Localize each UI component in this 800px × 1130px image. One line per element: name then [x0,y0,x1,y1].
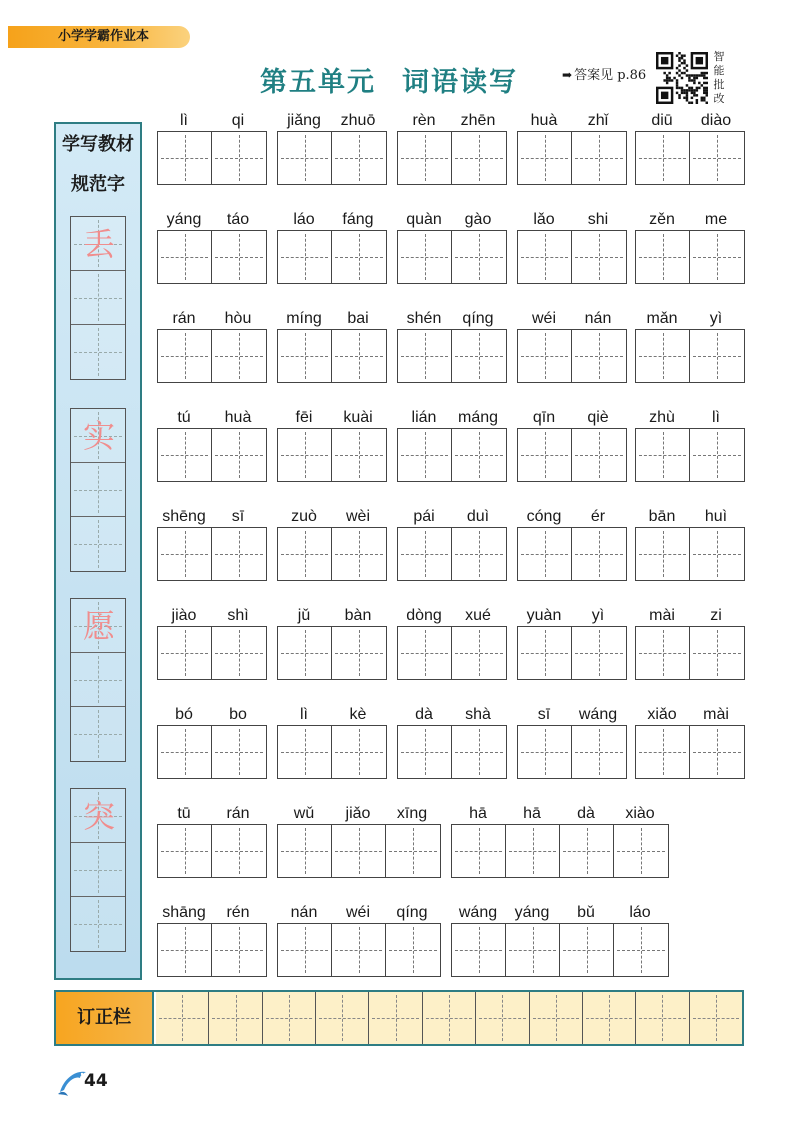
writing-cell[interactable] [71,463,125,517]
writing-cell[interactable] [158,132,212,184]
correction-cell[interactable] [156,992,209,1044]
writing-cell[interactable] [71,517,125,571]
word-writing-box[interactable] [635,131,745,185]
pinyin-label: fáng [342,211,374,228]
pinyin-label: duì [466,508,490,525]
correction-cell[interactable] [530,992,583,1044]
pinyin-label: me [704,211,728,228]
writing-cell[interactable] [158,528,212,580]
writing-cell[interactable] [452,726,506,778]
writing-cell[interactable] [332,429,386,481]
pinyin-label: bo [229,706,247,723]
pinyin-label: lì [712,409,720,426]
writing-cell[interactable] [278,330,332,382]
pinyin-label: shén [406,310,442,327]
word-writing-box[interactable] [157,725,267,779]
pinyin-label: yì [709,310,723,327]
writing-cell[interactable] [398,627,452,679]
writing-cell[interactable] [452,924,506,976]
writing-cell[interactable] [636,132,690,184]
word-writing-box[interactable] [635,329,745,383]
correction-cell[interactable] [423,992,476,1044]
word-writing-box[interactable] [451,923,669,977]
correction-cells[interactable] [156,992,742,1044]
writing-cell[interactable] [332,726,386,778]
word-writing-box[interactable] [277,923,441,977]
pinyin-label: lì [180,112,188,129]
pinyin-label: yáng [166,211,202,228]
pinyin-label: tū [177,805,191,822]
writing-cell[interactable] [278,924,332,976]
writing-cell[interactable] [158,825,212,877]
writing-cell[interactable] [398,726,452,778]
pinyin-label: zhǐ [587,112,609,129]
writing-cell[interactable] [332,528,386,580]
writing-cell[interactable] [158,924,212,976]
pinyin-label: hā [523,805,541,822]
correction-cell[interactable] [209,992,262,1044]
writing-cell[interactable] [690,132,744,184]
pinyin-label: dà [415,706,433,723]
writing-cell[interactable] [690,726,744,778]
pinyin-label: rán [172,310,196,327]
answer-reference: ➡ 答案见 p.86 [562,68,647,83]
writing-cell[interactable] [332,330,386,382]
writing-cell[interactable] [158,726,212,778]
qr-side-char: 能 [713,64,725,77]
writing-cell[interactable] [212,627,266,679]
writing-cell[interactable] [452,132,506,184]
writing-cell[interactable] [614,924,668,976]
pinyin-label: bàn [344,607,372,624]
writing-cell[interactable] [158,627,212,679]
pinyin-label: yuàn [526,607,562,624]
pinyin-label: bǔ [577,904,595,921]
pinyin-label: kè [349,706,367,723]
pinyin-label: wéi [345,904,370,921]
writing-cell[interactable] [636,231,690,283]
pinyin-label: jiǎo [345,805,371,822]
writing-cell[interactable] [212,825,266,877]
pinyin-label: sī [537,706,551,723]
sidebar-model-characters [54,122,142,980]
word-writing-box[interactable] [635,725,745,779]
writing-cell[interactable] [212,528,266,580]
pinyin-label: hā [469,805,487,822]
word-writing-box[interactable] [397,725,507,779]
writing-cell[interactable] [71,653,125,707]
writing-cell[interactable] [71,409,125,463]
pinyin-label: wáng [578,706,618,723]
writing-cell[interactable] [636,429,690,481]
pinyin-label: jǔ [297,607,311,624]
writing-cell[interactable] [518,726,572,778]
pinyin-label: mǎn [646,310,678,327]
correction-label: 订正栏 [56,992,154,1044]
pinyin-label: qiè [587,409,609,426]
sidebar-subtitle: 规范字 [71,174,125,195]
pinyin-label: hòu [224,310,252,327]
writing-cell[interactable] [212,330,266,382]
pinyin-label: huà [224,409,252,426]
pinyin-label: yáng [514,904,550,921]
writing-cell[interactable] [212,726,266,778]
writing-cell[interactable] [386,924,440,976]
pinyin-label: fēi [295,409,313,426]
word-writing-box[interactable] [517,527,627,581]
writing-cell[interactable] [518,429,572,481]
writing-cell[interactable] [71,599,125,653]
pinyin-label: wéi [531,310,556,327]
sidebar-title: 学写教材 [62,134,134,155]
writing-cell[interactable] [71,843,125,897]
writing-cell[interactable] [71,217,125,271]
writing-cell[interactable] [690,627,744,679]
word-writing-box[interactable] [635,428,745,482]
writing-cell[interactable] [158,429,212,481]
writing-cell[interactable] [278,132,332,184]
pinyin-label: lì [300,706,308,723]
pinyin-label: zěn [649,211,675,228]
model-char: 实 [82,417,115,455]
writing-cell[interactable] [158,330,212,382]
writing-cell[interactable] [518,132,572,184]
word-writing-box[interactable] [277,527,387,581]
writing-cell[interactable] [386,825,440,877]
writing-cell[interactable] [614,825,668,877]
writing-cell[interactable] [212,132,266,184]
writing-cell[interactable] [278,726,332,778]
pinyin-label: gào [464,211,492,228]
word-writing-box[interactable] [277,131,387,185]
pinyin-label: bó [175,706,193,723]
pinyin-label: yì [591,607,605,624]
pinyin-label: dòng [406,607,442,624]
word-writing-box[interactable] [635,626,745,680]
pinyin-label: bai [347,310,369,327]
word-writing-box[interactable] [277,824,441,878]
pinyin-label: tú [177,409,191,426]
pinyin-label: mài [649,607,675,624]
model-char-column[interactable] [70,408,126,572]
word-writing-box[interactable] [451,824,669,878]
pinyin-label: cóng [526,508,562,525]
correction-bar [54,990,744,1046]
word-writing-box[interactable] [517,131,627,185]
writing-cell[interactable] [278,627,332,679]
pinyin-label: láo [293,211,315,228]
writing-cell[interactable] [71,271,125,325]
word-writing-box[interactable] [277,428,387,482]
correction-cell[interactable] [369,992,422,1044]
writing-cell[interactable] [506,924,560,976]
writing-cell[interactable] [690,231,744,283]
word-writing-box[interactable] [157,626,267,680]
word-writing-box[interactable] [277,725,387,779]
word-writing-box[interactable] [397,428,507,482]
word-writing-box[interactable] [157,824,267,878]
writing-cell[interactable] [572,627,626,679]
writing-cell[interactable] [452,627,506,679]
pinyin-label: wǔ [293,805,315,822]
pinyin-label: shi [587,211,609,228]
arrow-icon: ➡ [562,68,573,82]
writing-cell[interactable] [636,528,690,580]
pinyin-label: shēng [162,508,206,525]
writing-cell[interactable] [158,231,212,283]
correction-cell[interactable] [476,992,529,1044]
pinyin-label: zi [710,607,722,624]
pinyin-label: quàn [406,211,442,228]
page-number: 44 [84,1071,108,1091]
pinyin-label: rén [226,904,250,921]
word-writing-box[interactable] [157,428,267,482]
writing-cell[interactable] [452,231,506,283]
pinyin-label: nán [290,904,318,921]
writing-cell[interactable] [71,325,125,379]
pinyin-label: zhēn [460,112,496,129]
correction-cell[interactable] [263,992,316,1044]
model-char: 丢 [82,225,115,263]
model-char: 愿 [82,607,115,645]
writing-cell[interactable] [636,726,690,778]
writing-cell[interactable] [71,707,125,761]
word-writing-box[interactable] [277,626,387,680]
writing-cell[interactable] [71,789,125,843]
writing-cell[interactable] [636,627,690,679]
pinyin-label: wèi [345,508,370,525]
pinyin-label: shì [227,607,249,624]
writing-cell[interactable] [278,825,332,877]
writing-cell[interactable] [518,330,572,382]
pinyin-label: sī [231,508,245,525]
qr-code-icon[interactable] [656,52,708,104]
writing-cell[interactable] [572,330,626,382]
pinyin-label: zhù [649,409,675,426]
writing-cell[interactable] [518,231,572,283]
pinyin-label: kuài [343,409,373,426]
pinyin-label: láo [629,904,651,921]
writing-cell[interactable] [690,528,744,580]
writing-cell[interactable] [636,330,690,382]
writing-cell[interactable] [572,726,626,778]
pinyin-label: xīng [396,805,428,822]
writing-cell[interactable] [332,627,386,679]
word-writing-box[interactable] [517,626,627,680]
pinyin-label: nán [584,310,612,327]
pinyin-label: huì [704,508,728,525]
correction-cell[interactable] [636,992,689,1044]
model-char-column[interactable] [70,788,126,952]
pinyin-label: dà [577,805,595,822]
writing-cell[interactable] [560,825,614,877]
writing-cell[interactable] [572,528,626,580]
word-writing-box[interactable] [517,329,627,383]
pinyin-label: xué [465,607,491,624]
word-writing-box[interactable] [397,626,507,680]
word-writing-box[interactable] [517,230,627,284]
pinyin-label: mài [703,706,729,723]
page-title [260,60,518,99]
writing-cell[interactable] [452,528,506,580]
pinyin-label: xiǎo [647,706,677,723]
pinyin-label: huà [530,112,558,129]
writing-cell[interactable] [518,627,572,679]
writing-cell[interactable] [572,429,626,481]
pinyin-label: qíng [462,310,494,327]
pinyin-label: wáng [458,904,498,921]
writing-cell[interactable] [518,528,572,580]
writing-cell[interactable] [560,924,614,976]
word-writing-box[interactable] [635,230,745,284]
model-char-column[interactable] [70,216,126,380]
writing-cell[interactable] [452,429,506,481]
qr-side-char: 改 [713,92,725,105]
pinyin-label: qi [231,112,245,129]
pinyin-label: ér [590,508,606,525]
pinyin-label: diū [651,112,673,129]
word-writing-box[interactable] [397,230,507,284]
pinyin-label: bān [648,508,676,525]
writing-cell[interactable] [690,330,744,382]
qr-side-char: 批 [713,78,725,91]
word-writing-box[interactable] [157,230,267,284]
writing-cell[interactable] [212,429,266,481]
writing-cell[interactable] [398,330,452,382]
pinyin-label: míng [286,310,322,327]
smart-grading-label [712,50,726,106]
word-writing-box[interactable] [157,527,267,581]
writing-cell[interactable] [332,231,386,283]
series-tab: 小学学霸作业本 [8,26,190,48]
pinyin-label: jiào [171,607,197,624]
word-writing-box[interactable] [397,329,507,383]
writing-cell[interactable] [278,231,332,283]
pinyin-label: táo [226,211,250,228]
correction-cell[interactable] [316,992,369,1044]
word-writing-box[interactable] [157,131,267,185]
correction-cell[interactable] [690,992,742,1044]
writing-cell[interactable] [332,924,386,976]
writing-cell[interactable] [398,528,452,580]
writing-cell[interactable] [452,330,506,382]
pinyin-label: shāng [162,904,206,921]
writing-cell[interactable] [212,924,266,976]
word-writing-box[interactable] [157,923,267,977]
pinyin-label: rán [226,805,250,822]
word-writing-box[interactable] [277,230,387,284]
word-writing-box[interactable] [517,428,627,482]
pinyin-label: diào [700,112,732,129]
model-char: 突 [82,797,115,835]
pinyin-label: zhuō [340,112,376,129]
word-writing-box[interactable] [635,527,745,581]
model-char-column[interactable] [70,598,126,762]
writing-cell[interactable] [332,132,386,184]
writing-cell[interactable] [398,132,452,184]
writing-cell[interactable] [278,429,332,481]
pinyin-label: xiào [625,805,655,822]
writing-cell[interactable] [212,231,266,283]
writing-cell[interactable] [71,897,125,951]
topic-title: 词语读写 [402,67,518,98]
pinyin-label: zuò [291,508,317,525]
writing-cell[interactable] [398,429,452,481]
writing-cell[interactable] [506,825,560,877]
writing-cell[interactable] [690,429,744,481]
writing-cell[interactable] [332,825,386,877]
writing-cell[interactable] [572,231,626,283]
unit-title: 第五单元 [260,67,376,98]
pinyin-label: lǎo [533,211,555,228]
word-writing-box[interactable] [277,329,387,383]
pinyin-label: máng [457,409,499,426]
writing-cell[interactable] [398,231,452,283]
pinyin-label: shà [465,706,491,723]
pinyin-label: jiǎng [287,112,321,129]
pinyin-label: rèn [412,112,436,129]
writing-cell[interactable] [572,132,626,184]
word-writing-box[interactable] [397,527,507,581]
pinyin-label: lián [411,409,437,426]
word-writing-box[interactable] [397,131,507,185]
pinyin-label: pái [413,508,435,525]
pinyin-label: qíng [396,904,428,921]
qr-side-char: 智 [713,50,725,63]
writing-cell[interactable] [278,528,332,580]
writing-cell[interactable] [452,825,506,877]
word-writing-box[interactable] [157,329,267,383]
pinyin-label: qīn [532,409,556,426]
correction-cell[interactable] [583,992,636,1044]
word-writing-box[interactable] [517,725,627,779]
